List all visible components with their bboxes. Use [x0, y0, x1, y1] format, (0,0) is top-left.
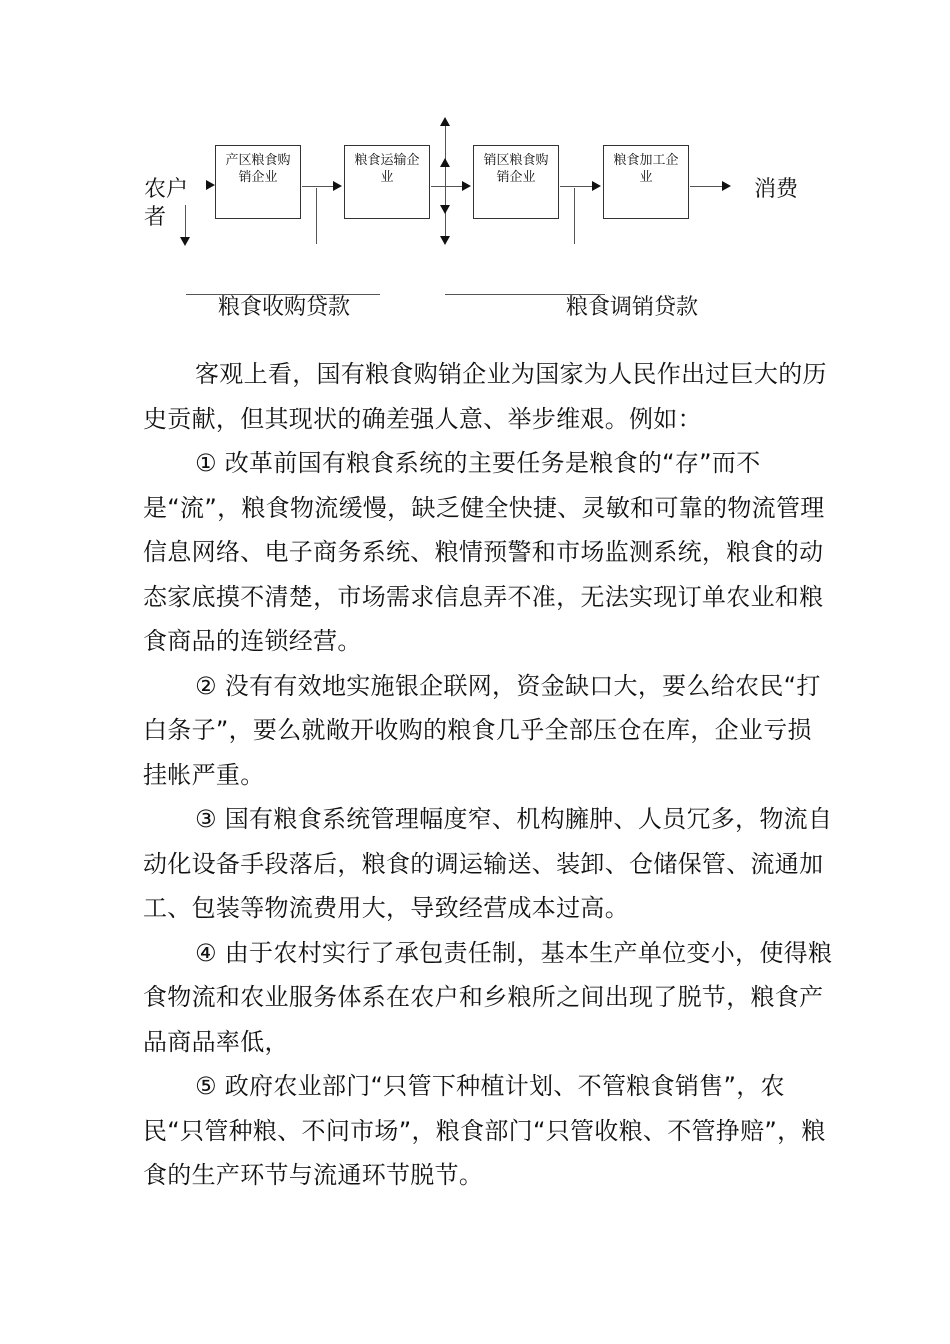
farmer-node: 农户者: [144, 177, 189, 230]
box-transport-enterprise: 粮食运输企业: [344, 145, 430, 219]
farmer-down-line: [185, 205, 186, 239]
center-down-arrow-2: [440, 236, 450, 245]
line-box4-consumption: [690, 186, 724, 187]
farmer-down-arrow: [180, 237, 190, 246]
center-up-arrow-2: [440, 158, 450, 167]
arrow-to-box4: [592, 181, 601, 191]
arrow-to-consumption: [722, 181, 731, 191]
grain-logistics-flow-diagram: [0, 0, 950, 340]
consumption-node: 消费: [754, 177, 799, 202]
box3-down-line: [574, 188, 575, 244]
paragraph-intro: 客观上看，国有粮食购销企业为国家为人民作出过巨大的历史贡献，但其现状的确差强人意、举步维艰。例如：: [143, 360, 827, 433]
center-vertical-line: [445, 124, 446, 240]
arrow-to-box1: [206, 180, 215, 190]
box-processing-enterprise: 粮食加工企业: [603, 145, 689, 219]
box-destination-sales-enterprise: 销区粮食购销企业: [473, 145, 559, 219]
paragraph-point-4: ④ 由于农村实行了承包责任制，基本生产单位变小，使得粮食物流和农业服务体系在农户和乡粮所之间出现了脱节，粮食产品商品率低，: [143, 938, 833, 1056]
arrow-to-box3: [462, 181, 471, 191]
box-origin-purchase-enterprise: 产区粮食购销企业: [215, 145, 301, 219]
paragraph-point-2: ② 没有有效地实施银企联网，资金缺口大，要么给农民“打白条子”，要么就敞开收购的粮食几乎全部压仓在库，企业亏损挂帐严重。: [143, 671, 821, 789]
paragraph-point-5: ⑤ 政府农业部门“只管下种植计划、不管粮食销售”，农民“只管种粮、不问市场”，粮食部门“只管收粮、不管挣赔”，粮食的生产环节与流通环节脱节。: [143, 1072, 826, 1189]
line-box1-box2: [302, 186, 336, 187]
box1-down-line: [316, 188, 317, 244]
center-down-arrow: [440, 205, 450, 214]
paragraph-point-1: ① 改革前国有粮食系统的主要任务是粮食的“存”而不是“流”，粮食物流缓慢，缺乏健全快捷、灵敏和可靠的物流管理信息网络、电子商务系统、粮情预警和市场监测系统，粮食的动态家底摸不清楚，市场需求信息弄不准，无法实现订单农业和粮食商品的连锁经营。: [143, 449, 825, 655]
center-up-arrow: [440, 117, 450, 126]
loan-label-purchase: 粮食收购贷款: [218, 295, 351, 320]
body-text: [143, 352, 833, 1198]
line-box3-box4: [560, 186, 594, 187]
arrow-to-box2: [333, 181, 342, 191]
paragraph-point-3: ③ 国有粮食系统管理幅度窄、机构臃肿、人员冗多，物流自动化设备手段落后，粮食的调运输送、装卸、仓储保管、流通加工、包装等物流费用大，导致经营成本过高。: [143, 805, 833, 922]
loan-label-distribution: 粮食调销贷款: [566, 295, 699, 320]
line-box2-box3: [431, 186, 465, 187]
